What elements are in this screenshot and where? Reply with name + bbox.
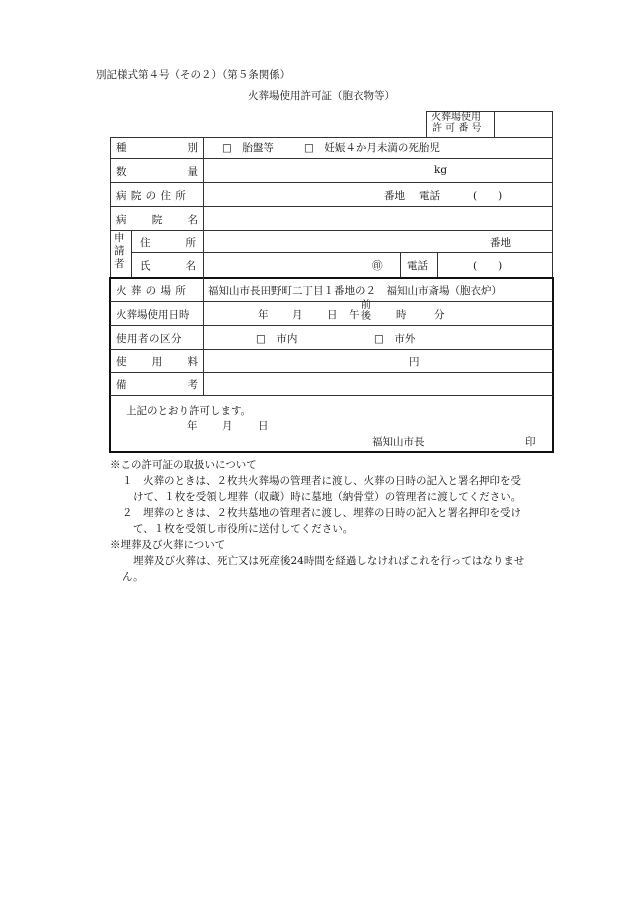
applicant-name-input[interactable] — [206, 254, 366, 276]
kind-option-fetus[interactable]: □ 妊娠４か月未満の死胎児 — [304, 142, 440, 154]
datetime-am[interactable]: 前 — [361, 300, 371, 311]
datetime-month: 月 — [292, 309, 303, 321]
applicant-tel-paren[interactable]: ( ) — [473, 260, 503, 272]
applicant-label-2: 請 — [114, 245, 125, 257]
datetime-pm[interactable]: 後 — [361, 311, 371, 322]
mayor-seal: 印 — [525, 436, 536, 448]
applicant-seal: ㊞ — [372, 260, 383, 272]
notes-heading-2: ※埋葬及び火葬について — [110, 539, 226, 551]
permit-label-2: 許 可 番 号 — [432, 123, 482, 134]
user-category-outside[interactable]: □ 市外 — [374, 333, 416, 345]
applicant-address-input[interactable] — [206, 232, 476, 251]
notes-heading-1: ※この許可証の取扱いについて — [110, 459, 257, 471]
notes-item-1-line-2: けて、１枚を受領し埋葬（収蔵）時に墓地（納骨堂）の管理者に渡してください。 — [133, 491, 522, 503]
kind-option-placenta[interactable]: □ 胎盤等 — [222, 142, 274, 154]
remarks-input[interactable] — [206, 374, 550, 393]
form-number: 別記様式第４号（その２）（第５条関係） — [96, 69, 291, 81]
hospital-address-banchi: 番地 — [384, 190, 405, 202]
notes-item-1-line-1: １ 火葬のときは、２枚共火葬場の管理者に渡し、火葬の日時の記入と署名押印を受 — [122, 475, 521, 487]
datetime-minute: 分 — [434, 309, 445, 321]
permit-number-field[interactable] — [495, 112, 552, 137]
datetime-go: 午 — [349, 309, 360, 321]
notes-item-3-line-1: 埋葬及び火葬は、死亡又は死産後24時間を経過しなければこれを行ってはなりませ — [133, 555, 525, 567]
hospital-address-tel-paren[interactable]: ( ) — [473, 190, 503, 202]
place-label: 火 葬 の 場 所 — [116, 285, 187, 297]
hospital-name-label: 病 院 名 — [116, 214, 198, 226]
applicant-name-label: 氏 名 — [140, 260, 196, 272]
page-title: 火葬場使用許可証（胞衣物等） — [248, 90, 395, 102]
mayor-name: 福知山市長 — [372, 436, 425, 448]
place-value: 福知山市長田野町二丁目１番地の２ 福知山市斎場（胞衣炉） — [208, 285, 502, 297]
quantity-unit: kg — [434, 164, 448, 176]
remarks-label: 備 考 — [116, 379, 198, 391]
quantity-label: 数 量 — [116, 166, 198, 178]
fee-label: 使 用 料 — [116, 356, 198, 368]
notes-item-3-line-2: ん。 — [122, 571, 144, 583]
notes-item-2-line-1: ２ 埋葬のときは、２枚共墓地の管理者に渡し、埋葬の日時の記入と署名押印を受け — [122, 507, 521, 519]
datetime-label: 火葬場使用日時 — [116, 309, 190, 321]
approval-year: 年 — [187, 420, 198, 432]
approval-day: 日 — [258, 420, 269, 432]
permit-label-1: 火葬場使用 — [431, 112, 481, 123]
datetime-year: 年 — [258, 309, 269, 321]
datetime-hour: 時 — [396, 309, 407, 321]
applicant-label-3: 者 — [114, 258, 125, 270]
hospital-name-input[interactable] — [206, 208, 546, 228]
applicant-label-1: 申 — [114, 232, 125, 244]
approval-text: 上記のとおり許可します。 — [126, 405, 252, 417]
applicant-tel: 電話 — [407, 260, 428, 272]
notes-item-2-line-2: て、１枚を受領し市役所に送付してください。 — [133, 523, 354, 535]
fee-unit: 円 — [409, 356, 420, 368]
approval-month: 月 — [222, 420, 233, 432]
applicant-address-label: 住 所 — [140, 237, 196, 249]
quantity-input[interactable] — [206, 160, 426, 180]
user-category-inside[interactable]: □ 市内 — [256, 333, 298, 345]
hospital-address-tel: 電話 — [419, 190, 440, 202]
applicant-address-banchi: 番地 — [490, 237, 511, 249]
datetime-day: 日 — [327, 309, 338, 321]
user-category-label: 使用者の区分 — [116, 333, 182, 345]
hospital-address-input[interactable] — [206, 184, 376, 204]
kind-label: 種 別 — [116, 142, 198, 154]
fee-input[interactable] — [206, 351, 401, 370]
hospital-address-label: 病 院 の 住 所 — [116, 190, 187, 202]
